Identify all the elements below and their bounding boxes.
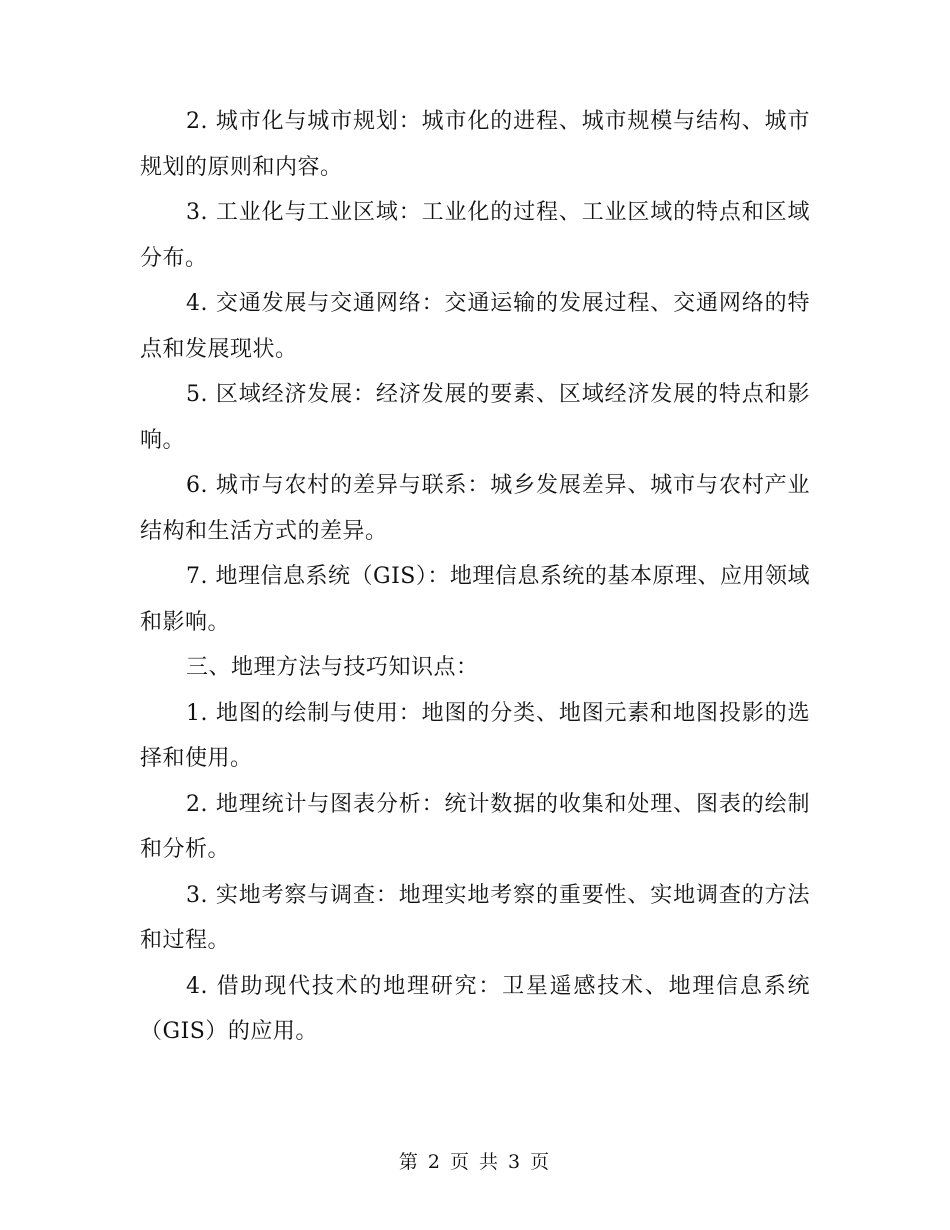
- paragraph-transportation: 4. 交通发展与交通网络：交通运输的发展过程、交通网络的特点和发展现状。: [140, 291, 810, 362]
- paragraph-fieldwork: 3. 实地考察与调查：地理实地考察的重要性、实地调查的方法和过程。: [140, 882, 810, 953]
- paragraph-modern-tech: 4. 借助现代技术的地理研究：卫星遥感技术、地理信息系统（GIS）的应用。: [140, 973, 810, 1044]
- paragraph-industrialization: 3. 工业化与工业区域：工业化的过程、工业区域的特点和区域分布。: [140, 200, 810, 271]
- paragraph-urban-rural: 6. 城市与农村的差异与联系：城乡发展差异、城市与农村产业结构和生活方式的差异。: [140, 473, 810, 544]
- paragraph-gis: 7. 地理信息系统（GIS）：地理信息系统的基本原理、应用领域和影响。: [140, 564, 810, 635]
- paragraph-maps: 1. 地图的绘制与使用：地图的分类、地图元素和地图投影的选择和使用。: [140, 700, 810, 771]
- paragraph-urbanization: 2. 城市化与城市规划：城市化的进程、城市规模与结构、城市规划的原则和内容。: [140, 109, 810, 180]
- section-heading-methods: 三、地理方法与技巧知识点：: [186, 655, 479, 680]
- page-number-footer: 第 2 页 共 3 页: [398, 1151, 552, 1173]
- paragraph-regional-economy: 5. 区域经济发展：经济发展的要素、区域经济发展的特点和影响。: [140, 382, 810, 453]
- document-body: [140, 99, 810, 1055]
- paragraph-statistics: 2. 地理统计与图表分析：统计数据的收集和处理、图表的绘制和分析。: [140, 791, 810, 862]
